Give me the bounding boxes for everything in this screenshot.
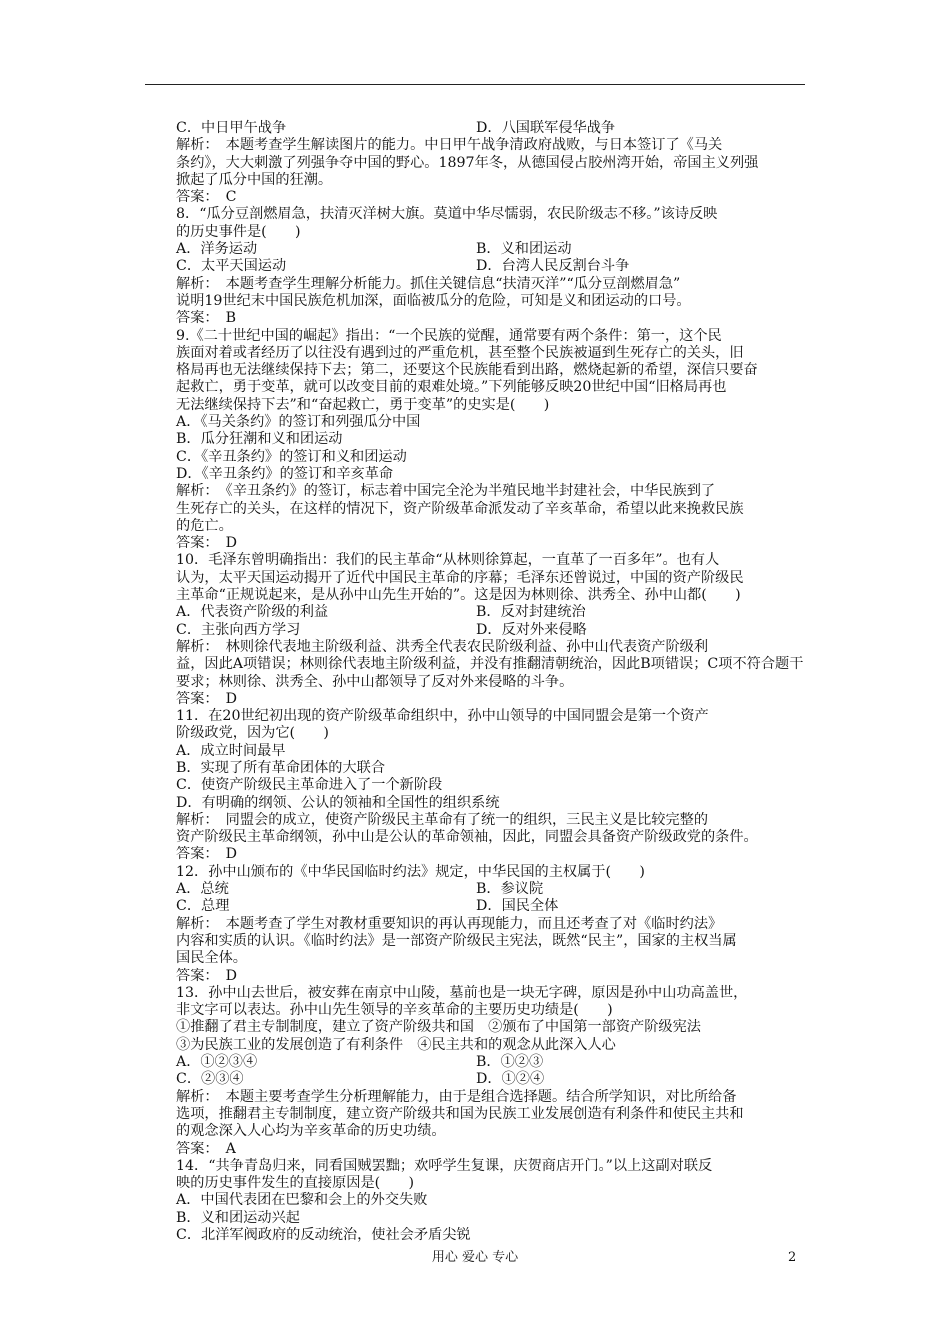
option-left: A．代表资产阶级的利益	[176, 604, 329, 621]
option-row	[145, 120, 805, 137]
option-right: D．八国联军侵华战争	[476, 120, 616, 136]
text-line: 阶级政党，因为它( )	[176, 725, 329, 742]
text-line: B．瓜分狂潮和义和团运动	[176, 431, 343, 448]
text-line: 答案： A	[176, 1140, 236, 1157]
option-left: C．主张向西方学习	[176, 621, 301, 638]
text-line: C．北洋军阀政府的反动统治，使社会矛盾尖锐	[176, 1227, 471, 1243]
text-line: 13．孙中山去世后，被安葬在南京中山陵，墓前也是一块无字碑，原因是孙中山功高盖世，	[176, 984, 748, 1001]
option-row	[145, 881, 805, 898]
text-line: C．使资产阶级民主革命进入了一个新阶段	[176, 777, 443, 794]
option-right: D．①②④	[476, 1071, 545, 1088]
option-right: B．参议院	[476, 881, 544, 898]
text-line: 族面对着或者经历了以往没有遇到过的严重危机，甚至整个民族被逼到生死存亡的关头，旧	[176, 344, 744, 361]
text-line: 答案： B	[176, 310, 237, 327]
text-line: ①推翻了君主专制制度，建立了资产阶级共和国 ②颁布了中国第一部资产阶级宪法	[176, 1019, 701, 1036]
text-line: 解析： 本题考查学生理解分析能力。抓住关键信息“扶清灭洋”“瓜分豆剖燃眉急”	[176, 275, 681, 292]
text-line: 解析： 同盟会的成立，使资产阶级民主革命有了统一的组织，三民主义是比较完整的	[176, 811, 709, 828]
text-line: 起救亡，勇于变革，就可以改变目前的艰难处境。”下列能够反映20世纪中国“旧格局再也	[176, 379, 727, 396]
text-line: 认为，太平天国运动揭开了近代中国民主革命的序幕；毛泽东还曾说过，中国的资产阶级民	[176, 569, 744, 586]
text-line: C．《辛丑条约》的签订和义和团运动	[176, 448, 407, 465]
header-rule	[145, 84, 805, 85]
text-line: 资产阶级民主革命纲领，孙中山是公认的革命领袖，因此，同盟会具备资产阶级政党的条件。	[176, 829, 758, 846]
option-row	[145, 622, 805, 639]
option-row	[145, 1071, 805, 1088]
text-line: 14．“共争青岛归来，同看国贼罢黜；欢呼学生复课，庆贺商店开门。”以上这副对联反	[176, 1157, 713, 1174]
text-line: 的历史事件是( )	[176, 223, 301, 240]
text-line: B．义和团运动兴起	[176, 1209, 300, 1226]
option-right: B．义和团运动	[476, 241, 572, 258]
text-line: 答案： D	[176, 690, 238, 707]
text-line: D．有明确的纲领、公认的领袖和全国性的组织系统	[176, 794, 500, 811]
option-left: A．洋务运动	[176, 241, 258, 258]
text-line: 11．在20世纪初出现的资产阶级革命组织中，孙中山领导的中国同盟会是第一个资产	[176, 708, 709, 725]
option-left: C．太平天国运动	[176, 258, 287, 275]
option-left: A．①②③④	[176, 1054, 258, 1071]
text-line: 内容和实质的认识。《临时约法》是一部资产阶级民主宪法，既然“民主”，国家的主权当属	[176, 932, 737, 949]
text-line: ③为民族工业的发展创造了有利条件 ④民主共和的观念从此深入人心	[176, 1036, 616, 1053]
text-line: 8．“瓜分豆剖燃眉急，扶清灭洋树大旗。莫道中华尽懦弱，农民阶级志不移。”该诗反映	[176, 206, 718, 223]
text-line: A．中国代表团在巴黎和会上的外交失败	[176, 1192, 428, 1209]
text-line: 主革命“正规说起来，是从孙中山先生开始的”。这是因为林则徐、洪秀全、孙中山都( )	[176, 587, 741, 604]
option-right: B．反对封建统治	[476, 604, 586, 621]
option-row	[145, 604, 805, 621]
document-body	[145, 120, 805, 1244]
text-line: 说明19世纪末中国民族危机加深，面临被瓜分的危险，可知是义和团运动的口号。	[176, 292, 691, 309]
text-line: 答案： C	[176, 189, 237, 206]
option-right: D．国民全体	[476, 898, 559, 915]
text-line: 解析： 《辛丑条约》的签订，标志着中国完全沦为半殖民地半封建社会，中华民族到了	[176, 483, 716, 500]
text-line: 益，因此A项错误；林则徐代表地主阶级利益，并没有推翻清朝统治，因此B项错误；C项不符合题干	[176, 656, 804, 673]
text-line: 解析： 本题考查了学生对教材重要知识的再认再现能力，而且还考查了对《临时约法》	[176, 915, 723, 932]
option-right: B．①②③	[476, 1054, 544, 1071]
option-row	[145, 898, 805, 915]
option-left: C．中日甲午战争	[176, 120, 287, 136]
text-line: 生死存亡的关头，在这样的情况下，资产阶级革命派发动了辛亥革命，希望以此来挽救民族	[176, 500, 744, 517]
text-line: 非文字可以表达。孙中山先生领导的辛亥革命的主要历史功绩是( )	[176, 1002, 613, 1019]
text-line: B．实现了所有革命团体的大联合	[176, 759, 386, 776]
text-line: 解析： 本题考查学生解读图片的能力。中日甲午战争清政府战败，与日本签订了《马关	[176, 137, 723, 154]
text-line: 答案： D	[176, 535, 238, 552]
option-row	[145, 258, 805, 275]
option-row	[145, 1054, 805, 1071]
text-line: 的观念深入人心均为辛亥革命的历史功绩。	[176, 1123, 446, 1140]
text-line: 格局再也无法继续保持下去；第二，还要这个民族能看到出路，燃烧起新的希望，深信只要奋	[176, 362, 758, 379]
option-left: A．总统	[176, 881, 229, 898]
text-line: 映的历史事件发生的直接原因是( )	[176, 1175, 415, 1192]
text-line: 选项，推翻君主专制制度，建立资产阶级共和国为民族工业发展创造有利条件和使民主共和	[176, 1105, 744, 1122]
page-number: 2	[788, 1250, 797, 1265]
text-line: 解析： 本题主要考查学生分析理解能力，由于是组合选择题。结合所学知识，对比所给备	[176, 1088, 737, 1105]
text-line: A．《马关条约》的签订和列强瓜分中国	[176, 414, 421, 431]
option-left: C．总理	[176, 898, 230, 915]
text-line: 条约》，大大刺激了列强争夺中国的野心。1897年冬，从德国侵占胶州湾开始，帝国主义列强	[176, 154, 759, 171]
text-line: 国民全体。	[176, 950, 247, 967]
text-line: 10．毛泽东曾明确指出：我们的民主革命“从林则徐算起，一直革了一百多年”。也有人	[176, 552, 720, 569]
text-line: 答案： D	[176, 967, 238, 984]
text-line: 12．孙中山颁布的《中华民国临时约法》规定，中华民国的主权属于( )	[176, 863, 645, 880]
option-row	[145, 241, 805, 258]
option-left: C．②③④	[176, 1071, 244, 1088]
page-footer: 用心 爱心 专心	[431, 1250, 519, 1265]
text-line: 9.《二十世纪中国的崛起》指出：“一个民族的觉醒，通常要有两个条件：第一，这个民	[176, 327, 722, 344]
option-right: D．反对外来侵略	[476, 621, 587, 638]
text-line: 掀起了瓜分中国的狂潮。	[176, 171, 333, 188]
text-line: 解析： 林则徐代表地主阶级利益、洪秀全代表农民阶级利益、孙中山代表资产阶级利	[176, 638, 709, 655]
option-right: D．台湾人民反割台斗争	[476, 258, 630, 275]
text-line: 的危亡。	[176, 517, 233, 534]
text-line: D．《辛丑条约》的签订和辛亥革命	[176, 465, 394, 482]
text-line: A．成立时间最早	[176, 742, 286, 759]
text-line: 无法继续保持下去”和“奋起救亡，勇于变革”的史实是( )	[176, 396, 550, 413]
text-line: 答案： D	[176, 846, 238, 863]
text-line: 要求；林则徐、洪秀全、孙中山都领导了反对外来侵略的斗争。	[176, 673, 574, 690]
